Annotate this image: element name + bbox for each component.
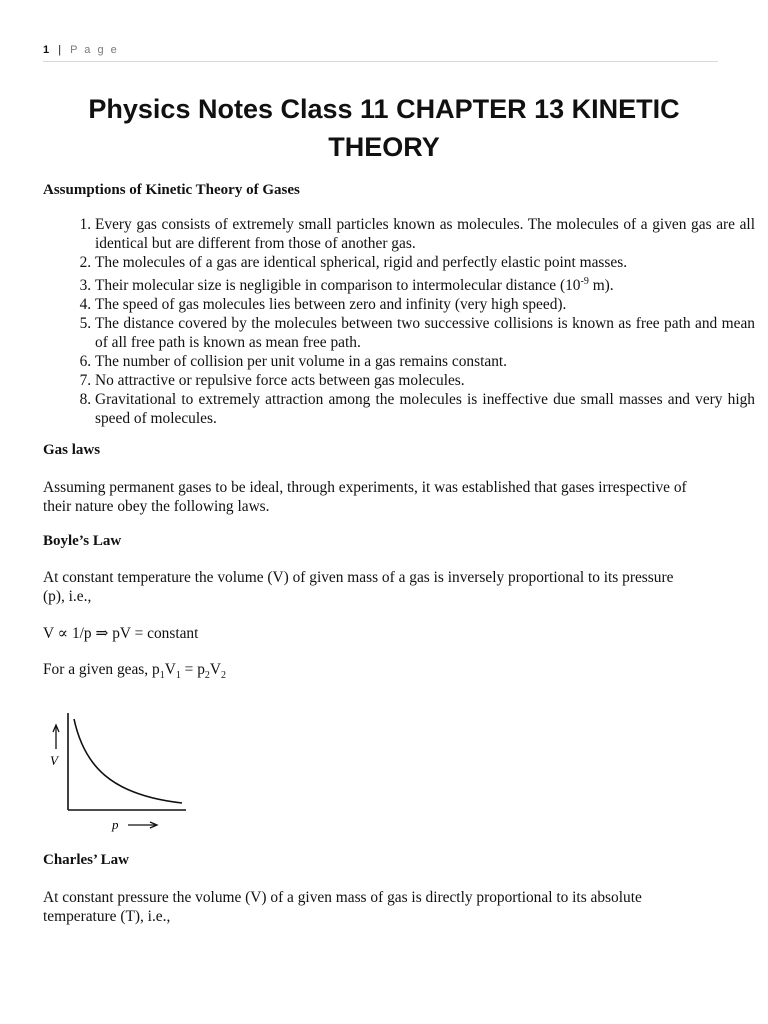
list-item: 1. Every gas consists of extremely small particles known as molecules. The molecules of a given gas are all identical but are different from those of another gas. [95,215,755,253]
boyle-graph [48,705,198,835]
list-item: 4. The speed of gas molecules lies between zero and infinity (very high speed). [95,295,755,314]
list-item: 2. The molecules of a gas are identical spherical, rigid and perfectly elastic point masses. [95,253,755,272]
subscript: 2 [204,670,210,682]
page-title: Physics Notes Class 11 CHAPTER 13 KINETIC THEORY [88,94,680,162]
x-axis-label: p [112,817,119,832]
page-header [43,44,119,56]
hyperbola-curve [74,719,182,803]
boyle-given [43,660,226,685]
list-item [95,272,755,295]
given-text: For a given geas, p [43,661,160,678]
charles-heading: Charles’ Law [43,852,129,868]
boyle-statement: At constant temperature the volume (V) of given mass of a gas is inversely proportional to its pressure (p), i.e., [43,569,674,605]
given-var: V [164,661,176,678]
subscript: 1 [175,670,181,682]
subscript: 2 [221,670,227,682]
list-item-text: Their molecular size is negligible in comparison to intermolecular distance (10 [95,277,581,295]
list-item: 6. The number of collision per unit volume in a gas remains constant. [95,352,755,371]
assumptions-list [43,215,755,428]
page-separator: | [58,44,64,56]
list-item-tail: m). [588,277,614,295]
charles-statement: At constant pressure the volume (V) of a given mass of gas is directly proportional to its absolute temperature (T), i.e., [43,889,642,925]
list-item: 5. The distance covered by the molecules between two successive collisions is known as free path and mean of all free path is known as mean free path. [95,314,755,352]
boyle-formula: V ∝ 1/p ⇒ pV = constant [43,625,199,642]
given-var: V [209,661,222,678]
exponent: -9 [580,276,589,287]
y-axis-label: V [50,753,58,768]
assumptions-heading: Assumptions of Kinetic Theory of Gases [43,182,300,198]
page-number: 1 [43,44,52,56]
page-word: P a g e [70,44,119,56]
given-text: = p [180,661,205,678]
header-divider [43,61,718,62]
gas-laws-intro: Assuming permanent gases to be ideal, through experiments, it was established that gases irrespective of their nature obey the following laws. [43,479,687,515]
boyle-heading: Boyle’s Law [43,533,122,549]
list-item: 7. No attractive or repulsive force acts between gas molecules. [95,371,755,390]
subscript: 1 [159,670,165,682]
list-item: 8. Gravitational to extremely attraction among the molecules is ineffective due small masses and very high speed of molecules. [95,390,755,428]
gas-laws-heading: Gas laws [43,442,101,458]
